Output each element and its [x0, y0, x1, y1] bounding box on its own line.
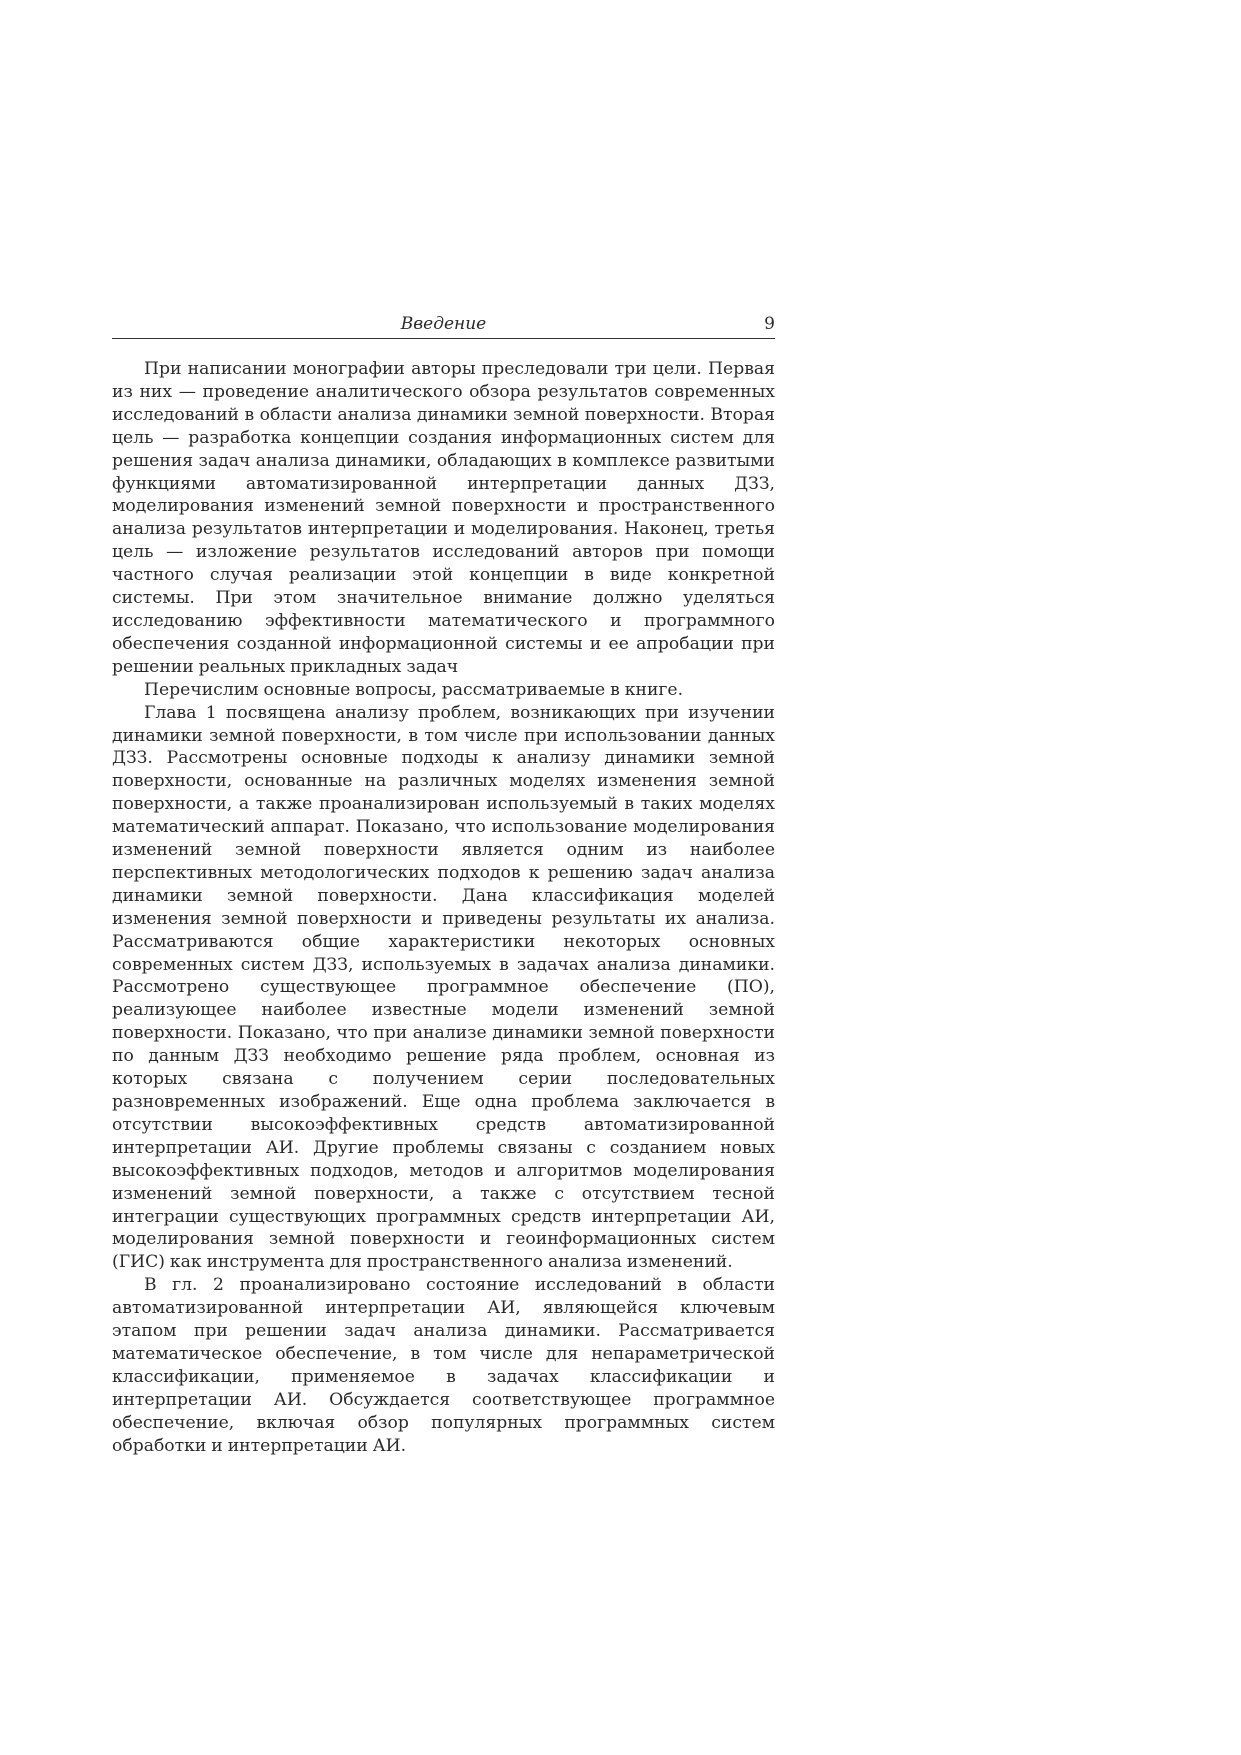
running-head: [112, 312, 775, 339]
paragraph-goals: При написании монографии авторы преследовали три цели. Первая из них — проведение аналитического обзора результатов современных исследований в области анализа динамики земной поверхности. Вторая цель — разработка концепции создания информационных систем для решения задач анализа динамики, обладающих в комплексе развитыми функциями автоматизированной интерпретации данных ДЗЗ, моделирования изменений земной поверхности и пространственного анализа результатов интерпретации и моделирования. Наконец, третья цель — изложение результатов исследований авторов при помощи частного случая реализации этой концепции в виде конкретной системы. При этом значительное внимание должно уделяться исследованию эффективности математического и программного обеспечения созданной информационной системы и ее апробации при решении реальных прикладных задач: [112, 359, 775, 677]
book-page: [112, 312, 775, 1458]
paragraph-chapter-2: В гл. 2 проанализировано состояние исследований в области автоматизированной интерпретации АИ, являющейся ключевым этапом при решении задач анализа динамики. Рассматривается математическое обеспечение, в том числе для непараметрической классификации, применяемое в задачах классификации и интерпретации АИ. Обсуждается соответствующее программное обеспечение, включая обзор популярных программных систем обработки и интерпретации АИ.: [112, 1275, 775, 1456]
paragraph-overview: Перечислим основные вопросы, рассматриваемые в книге.: [144, 679, 684, 700]
page-number: 9: [764, 314, 775, 334]
paragraph-chapter-1: Глава 1 посвящена анализу проблем, возникающих при изучении динамики земной поверхности, в том числе при использовании данных ДЗЗ. Рассмотрены основные подходы к анализу динамики земной поверхности, основанные на различных моделях изменения земной поверхности, а также проанализирован используемый в таких моделях математический аппарат. Показано, что использование моделирования изменений земной поверхности является одним из наиболее перспективных методологических подходов к решению задач анализа динамики земной поверхности. Дана классификация моделей изменения земной поверхности и приведены результаты их анализа. Рассматриваются общие характеристики некоторых основных современных систем ДЗЗ, используемых в задачах анализа динамики. Рассмотрено существующее программное обеспечение (ПО), реализующее наиболее известные модели изменений земной поверхности. Показано, что при анализе динамики земной поверхности по данным ДЗЗ необходимо решение ряда проблем, основная из которых связана с получением серии последовательных разновременных изображений. Еще одна проблема заключается в отсутствии высокоэффективных средств автоматизированной интерпретации АИ. Другие проблемы связаны с созданием новых высокоэффективных подходов, методов и алгоритмов моделирования изменений земной поверхности, а также с отсутствием тесной интеграции существующих программных средств интерпретации АИ, моделирования земной поверхности и геоинформационных систем (ГИС) как инструмента для пространственного анализа изменений.: [112, 702, 775, 1273]
running-title: Введение: [400, 314, 487, 334]
body-text: [112, 358, 775, 1458]
